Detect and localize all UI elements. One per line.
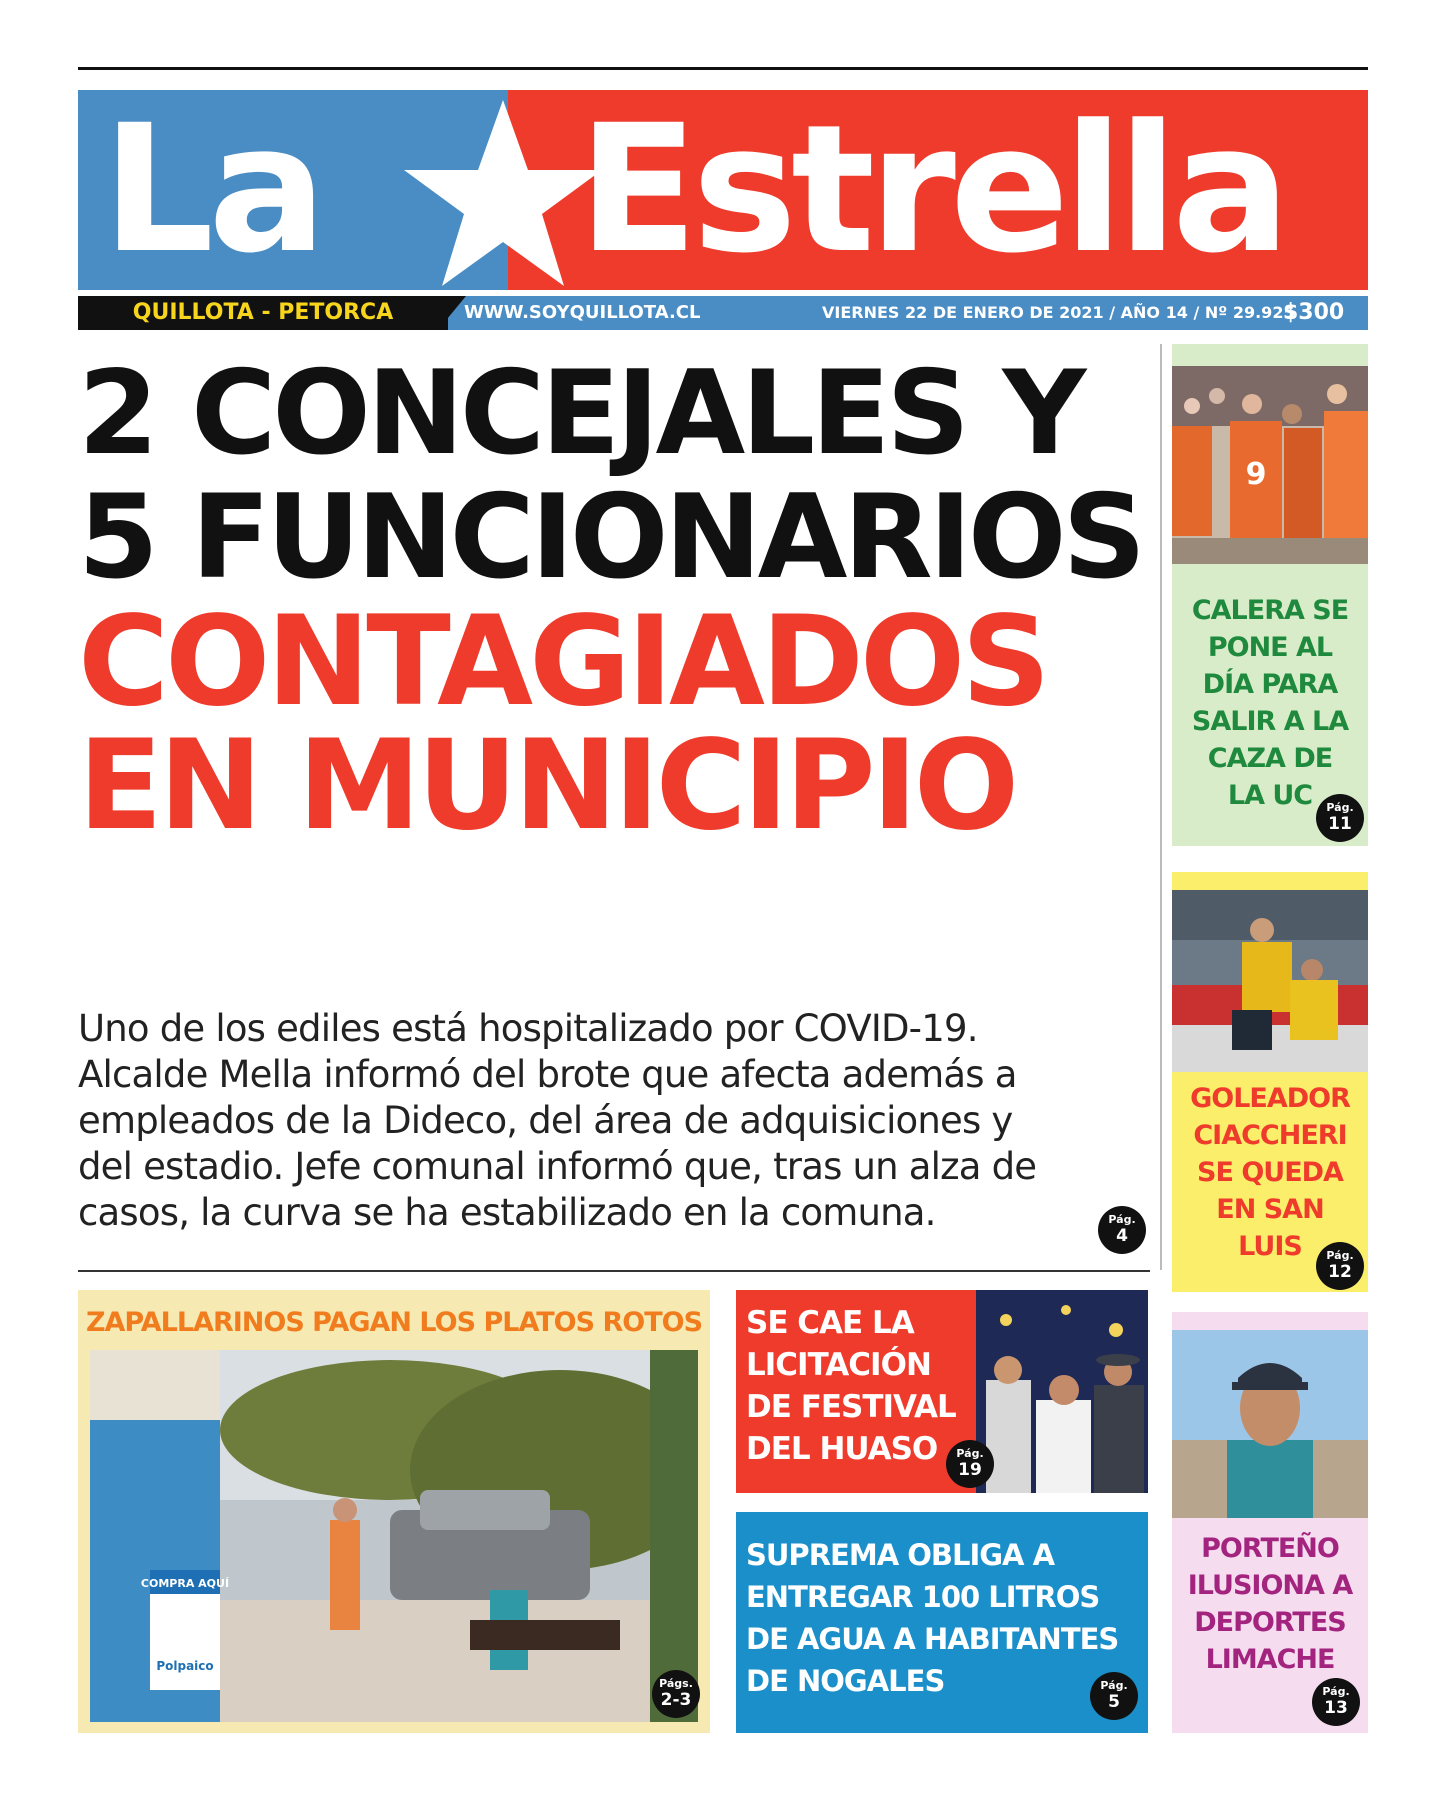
main-lede: [78, 1006, 1148, 1236]
sidebar-title-line: LA UC: [1227, 780, 1313, 811]
star-icon: [398, 92, 608, 290]
page-badge-label: Págs.: [659, 1677, 693, 1690]
lede-line: Uno de los ediles está hospitalizado por COVID-19.: [78, 1007, 978, 1050]
sidebar-title-line: GOLEADOR: [1190, 1083, 1350, 1114]
column-divider: [1160, 344, 1162, 1270]
sidebar-title: [1172, 1080, 1368, 1265]
sidebar-title-line: CIACCHERI: [1193, 1120, 1347, 1151]
sidebar-title-line: CALERA SE: [1191, 595, 1349, 626]
player-portrait-photo: [1172, 1330, 1368, 1518]
page-badge-label: Pág.: [1108, 1213, 1136, 1226]
page-badge-2-3[interactable]: [652, 1670, 700, 1718]
masthead-la: La: [102, 90, 321, 290]
region-label-cut: [438, 296, 466, 330]
story-title-line: DE FESTIVAL: [746, 1389, 956, 1425]
sidebar-title-line: EN SAN: [1216, 1194, 1324, 1225]
street-scene-photo: [90, 1350, 698, 1722]
sidebar-title: [1172, 592, 1368, 814]
page-badge-label: Pág.: [956, 1447, 984, 1460]
sign-top-text: COMPRA AQUÍ: [140, 1577, 230, 1590]
story-title-line: DE NOGALES: [746, 1664, 945, 1698]
page-badge-number: 5: [1108, 1692, 1120, 1712]
masthead: [78, 90, 1368, 290]
headline-line: CONTAGIADOS: [78, 590, 1047, 734]
sidebar-story-porteno[interactable]: [1172, 1312, 1368, 1733]
page-badge-label: Pág.: [1100, 1679, 1128, 1692]
svg-text:9: 9: [1245, 457, 1267, 492]
page-badge-label: Pág.: [1326, 1249, 1354, 1262]
page-badge-5[interactable]: [1090, 1672, 1138, 1720]
lede-line: del estadio. Jefe comunal informó que, tras un alza de: [78, 1145, 1037, 1188]
section-divider: [78, 1270, 1150, 1272]
page-badge-11[interactable]: [1316, 794, 1364, 842]
lede-line: Alcalde Mella informó del brote que afecta además a: [78, 1053, 1017, 1096]
story-title-line: SUPREMA OBLIGA A: [746, 1538, 1055, 1572]
page-badge-number: 2-3: [660, 1690, 692, 1710]
page-badge-13[interactable]: [1312, 1678, 1360, 1726]
region-label: QUILLOTA - PETORCA: [78, 296, 448, 330]
page-badge-label: Pág.: [1322, 1685, 1350, 1698]
page-badge-number: 12: [1328, 1262, 1352, 1282]
page-badge-number: 19: [958, 1460, 982, 1480]
page-badge-number: 4: [1116, 1226, 1128, 1246]
story-title-line: DEL HUASO: [746, 1431, 938, 1467]
sidebar-title-line: DÍA PARA: [1202, 669, 1338, 700]
issue-date: VIERNES 22 DE ENERO DE 2021 / AÑO 14 / Nº 29.925: [822, 303, 1295, 322]
story-title-line: DE AGUA A HABITANTES: [746, 1622, 1119, 1656]
headline-line: 5 FUNCIONARIOS: [78, 470, 1143, 605]
sidebar-title: [1172, 1530, 1368, 1678]
sidebar-title-line: LIMACHE: [1205, 1644, 1335, 1675]
main-headline[interactable]: [78, 346, 1158, 858]
sidebar-title-line: DEPORTES: [1194, 1607, 1346, 1638]
story-zapallarinos[interactable]: [78, 1290, 710, 1733]
story-festival-huaso[interactable]: [736, 1290, 1148, 1493]
sidebar-title-line: PONE AL: [1207, 632, 1333, 663]
sidebar-title-line: SALIR A LA: [1191, 706, 1349, 737]
soccer-team-photo: [1172, 366, 1368, 564]
sidebar-story-ciaccheri[interactable]: [1172, 872, 1368, 1292]
page-badge-number: 11: [1328, 814, 1352, 834]
sidebar-title-line: LUIS: [1238, 1231, 1302, 1262]
price-label: $300: [1283, 300, 1345, 325]
top-rule: [78, 67, 1368, 70]
website-link[interactable]: WWW.SOYQUILLOTA.CL: [464, 302, 701, 323]
soccer-celebration-photo: [1172, 890, 1368, 1072]
sidebar-story-calera[interactable]: [1172, 344, 1368, 846]
story-title: ZAPALLARINOS PAGAN LOS PLATOS ROTOS: [85, 1307, 703, 1338]
sidebar-title-line: SE QUEDA: [1197, 1157, 1343, 1188]
page-badge-19[interactable]: [946, 1440, 994, 1488]
headline-line: 2 CONCEJALES Y: [78, 346, 1083, 481]
page-badge-label: Pág.: [1326, 801, 1354, 814]
page-badge-12[interactable]: [1316, 1242, 1364, 1290]
story-suprema-nogales[interactable]: [736, 1512, 1148, 1733]
lede-line: casos, la curva se ha estabilizado en la comuna.: [78, 1191, 936, 1234]
sidebar-title-line: ILUSIONA A: [1187, 1570, 1353, 1601]
story-title-line: ENTREGAR 100 LITROS: [746, 1580, 1100, 1614]
sidebar-title-line: PORTEÑO: [1201, 1533, 1339, 1564]
story-title-line: LICITACIÓN: [746, 1347, 931, 1383]
page-badge-number: 13: [1324, 1698, 1348, 1718]
info-bar: [78, 296, 1368, 330]
festival-stage-photo: [976, 1290, 1148, 1493]
lede-line: empleados de la Dideco, del área de adquisiciones y: [78, 1099, 1013, 1142]
story-title: [746, 1302, 976, 1470]
sign-brand-text: Polpaico: [156, 1659, 214, 1673]
masthead-estrella: Estrella: [578, 90, 1285, 290]
story-title-line: SE CAE LA: [746, 1305, 914, 1341]
story-title: [746, 1534, 1146, 1702]
sidebar-title-line: CAZA DE: [1207, 743, 1333, 774]
headline-line: EN MUNICIPIO: [78, 714, 1016, 858]
page-badge-main[interactable]: [1098, 1206, 1146, 1254]
